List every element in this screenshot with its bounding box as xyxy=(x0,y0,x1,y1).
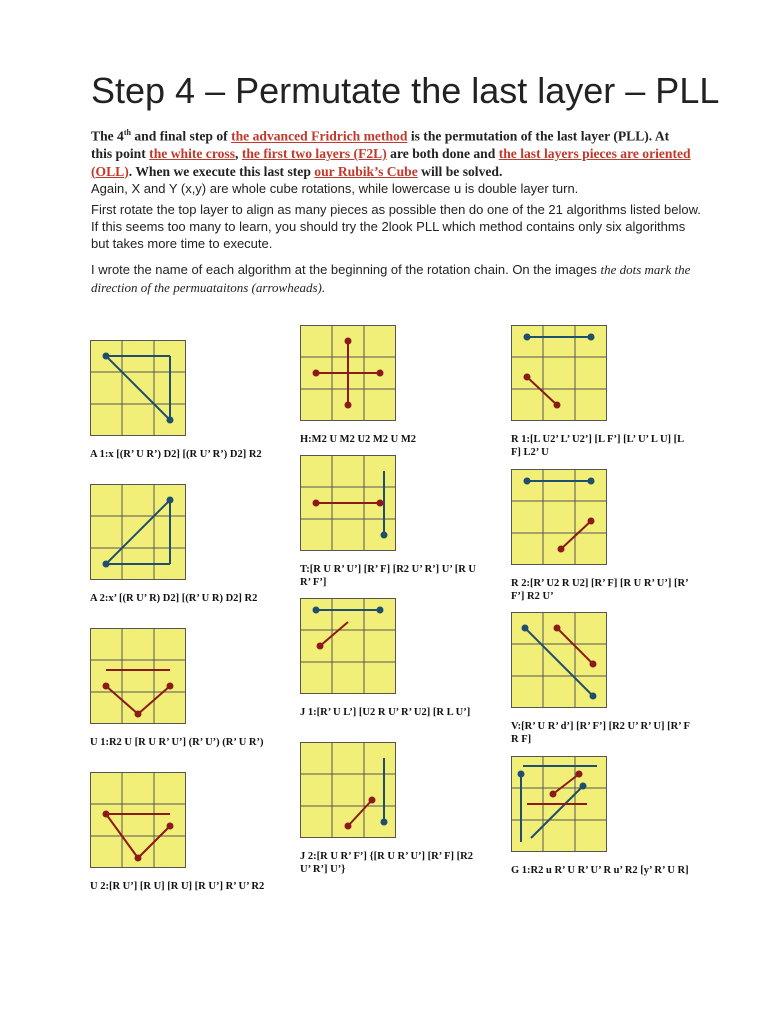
caption-a2: A 2:x’ [(R U’ R) D2] [(R’ U R) D2] R2 xyxy=(90,593,258,604)
link-rubiks-cube[interactable]: our Rubik’s Cube xyxy=(314,163,418,179)
diagram-r1 xyxy=(511,325,607,421)
arrowhead-dot xyxy=(524,334,531,341)
arrowhead-dot xyxy=(588,478,595,485)
naming-text: I wrote the name of each algorithm at the beginning of the rotation chain. On the images xyxy=(91,262,601,277)
arrowhead-dot xyxy=(590,693,597,700)
diagram-u1 xyxy=(90,628,186,724)
arrowhead-dot xyxy=(345,823,352,830)
intro-text: and final step of xyxy=(130,128,232,144)
arrowhead-dot xyxy=(524,478,531,485)
cube-face xyxy=(91,629,186,724)
intro-sup: th xyxy=(123,128,131,137)
arrowhead-dot xyxy=(588,334,595,341)
arrowhead-dot xyxy=(381,819,388,826)
caption-u2: U 2:[R U’] [R U] [R U] [R U’] R’ U’ R2 xyxy=(90,881,265,892)
caption-t: T:[R U R’ U’] [R’ F] [R2 U’ R’] U’ [R U R’ F’] xyxy=(300,564,477,588)
arrowhead-dot xyxy=(377,370,384,377)
intro-text: . When we execute this last step xyxy=(128,163,315,179)
arrowhead-dot xyxy=(167,683,174,690)
arrowhead-dot xyxy=(167,497,174,504)
link-white-cross[interactable]: the white cross xyxy=(149,146,236,162)
arrowhead-dot xyxy=(554,402,561,409)
caption-h: H:M2 U M2 U2 M2 U M2 xyxy=(300,434,417,445)
caption-j1: J 1:[R’ U L’] [U2 R U’ R’ U2] [R L U’] xyxy=(300,707,471,718)
arrowhead-dot xyxy=(167,823,174,830)
arrowhead-dot xyxy=(377,500,384,507)
arrowhead-dot xyxy=(345,402,352,409)
arrowhead-dot xyxy=(381,532,388,539)
diagram-g1 xyxy=(511,756,607,852)
diagram-j2 xyxy=(300,742,396,838)
arrowhead-dot xyxy=(313,500,320,507)
arrowhead-dot xyxy=(588,518,595,525)
caption-r1: R 1:[L U2’ L’ U2’] [L F’] [L’ U’ L U] [L F] L2’ U xyxy=(511,434,684,458)
arrowhead-dot xyxy=(576,771,583,778)
intro-text: are both done and xyxy=(386,146,499,162)
caption-u1: U 1:R2 U [R U R’ U’] (R’ U’) (R’ U R’) xyxy=(90,737,264,748)
arrowhead-dot xyxy=(103,683,110,690)
caption-v: V:[R’ U R’ d’] [R’ F’] [R2 U’ R’ U] [R’ F R F] xyxy=(511,721,690,745)
link-oll[interactable]: the last layers pieces are oriented (OLL) xyxy=(91,146,691,179)
caption-g1: G 1:R2 u R’ U R’ U’ R u’ R2 [y’ R’ U R] xyxy=(511,865,689,876)
diagram-h xyxy=(300,325,396,421)
diagram-r2 xyxy=(511,469,607,565)
arrowhead-dot xyxy=(103,561,110,568)
arrowhead-dot xyxy=(580,783,587,790)
intro-paragraph xyxy=(91,124,691,198)
link-fridrich-method[interactable]: the advanced Fridrich method xyxy=(231,128,408,144)
arrowhead-dot xyxy=(135,855,142,862)
diagram-t xyxy=(300,455,396,551)
intro-text: The 4 xyxy=(91,128,124,144)
arrowhead-dot xyxy=(550,791,557,798)
arrowhead-dot xyxy=(103,353,110,360)
arrowhead-dot xyxy=(558,546,565,553)
arrowhead-dot xyxy=(369,797,376,804)
arrowhead-dot xyxy=(518,771,525,778)
cube-face xyxy=(91,773,186,868)
intro-text: is the permutation of the last layer (PLL). At this point xyxy=(91,128,670,162)
caption-r2: R 2:[R’ U2 R U2] [R’ F] [R U R’ U’] [R’ F’] R2 U’ xyxy=(511,578,688,602)
arrowhead-dot xyxy=(522,625,529,632)
arrowhead-dot xyxy=(317,643,324,650)
arrowhead-dot xyxy=(167,417,174,424)
arrowhead-dot xyxy=(345,338,352,345)
intro-rotation-note: Again, X and Y (x,y) are whole cube rotations, while lowercase u is double layer turn. xyxy=(91,181,579,197)
arrowhead-dot xyxy=(554,625,561,632)
instructions-paragraph: First rotate the top layer to align as many pieces as possible then do one of the 21 algorithms listed below. If this seems too many to learn, you should try the 2look PLL which method contains only six algorithms but takes more time to execute. xyxy=(91,202,701,251)
arrowhead-dot xyxy=(377,607,384,614)
caption-a1: A 1:x [(R’ U R’) D2] [(R U’ R’) D2] R2 xyxy=(90,449,262,460)
caption-j2: J 2:[R U R’ F’] {[R U R’ U’] [R’ F] [R2 U’ R’] U’} xyxy=(300,851,473,875)
naming-italic: the dots mark the direction of the permuataitons (arrowheads). xyxy=(91,262,691,295)
diagram-a2 xyxy=(90,484,186,580)
intro-text: will be solved. xyxy=(417,163,503,179)
arrowhead-dot xyxy=(313,607,320,614)
arrowhead-dot xyxy=(103,811,110,818)
diagram-v xyxy=(511,612,607,708)
intro-text: , xyxy=(235,146,242,162)
arrowhead-dot xyxy=(313,370,320,377)
arrowhead-dot xyxy=(590,661,597,668)
naming-paragraph xyxy=(91,261,731,297)
link-f2l[interactable]: the first two layers (F2L) xyxy=(241,146,387,162)
page-title: Step 4 – Permutate the last layer – PLL xyxy=(91,70,720,111)
diagram-j1 xyxy=(300,598,396,694)
arrowhead-dot xyxy=(135,711,142,718)
diagram-a1 xyxy=(90,340,186,436)
diagram-u2 xyxy=(90,772,186,868)
arrowhead-dot xyxy=(524,374,531,381)
